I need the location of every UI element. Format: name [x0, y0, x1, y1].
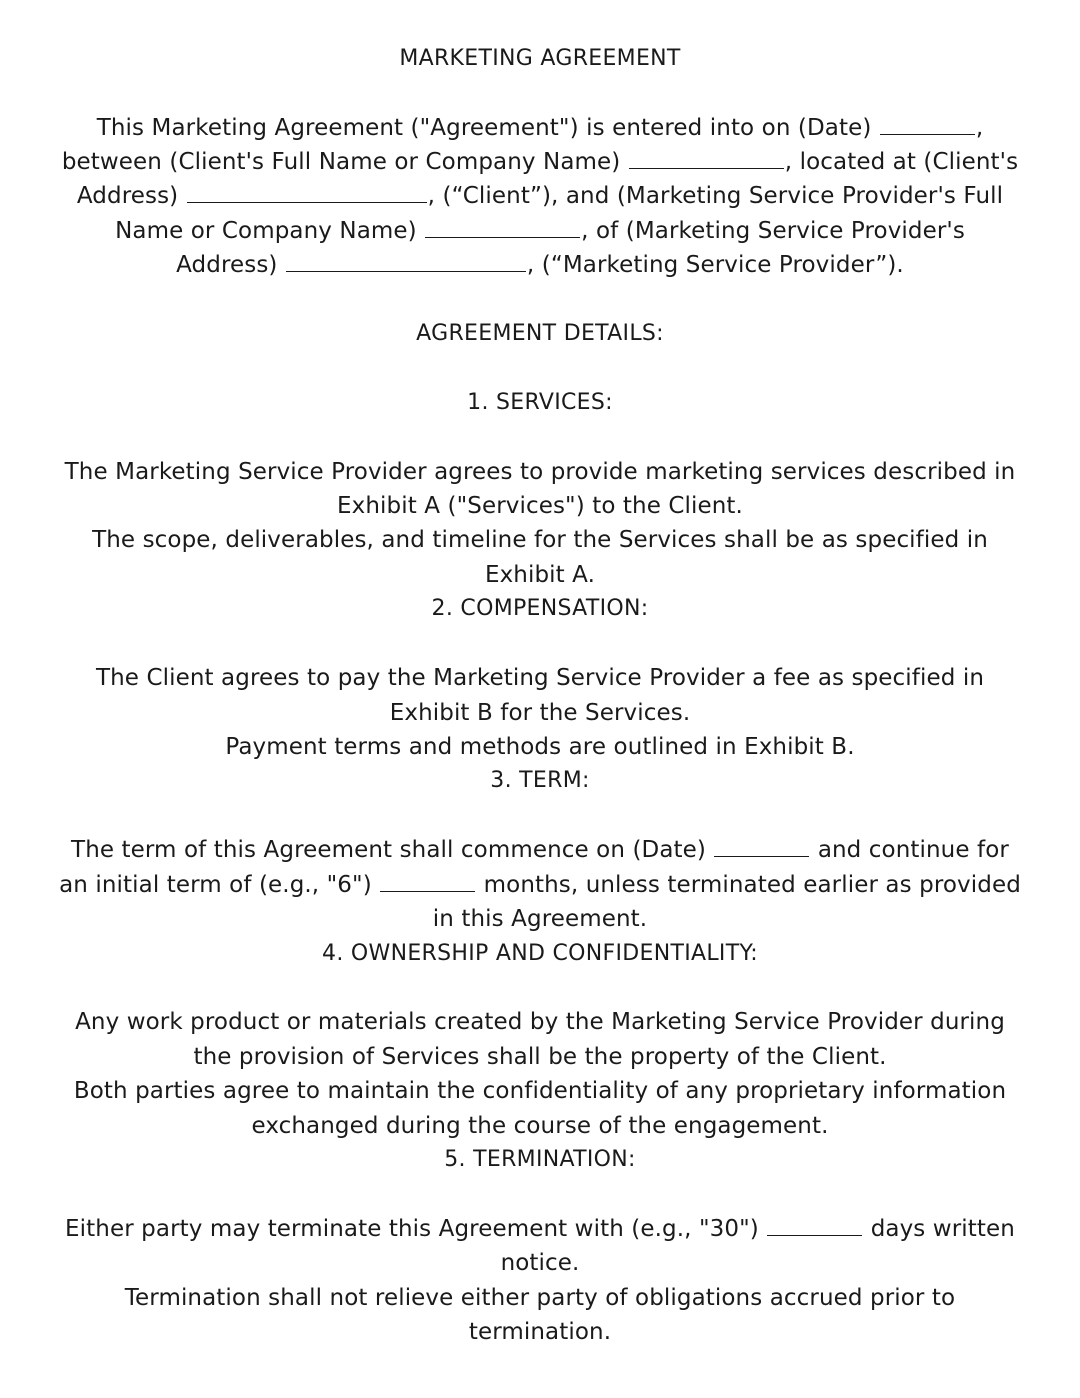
termination-text: Either party may terminate this Agreement with (e.g., "30") [65, 1216, 759, 1242]
intro-text: Name or Company Name) [115, 218, 417, 244]
term-line-2 [0, 868, 1080, 902]
intro-text: Address) [176, 252, 278, 278]
initial-term-blank[interactable] [380, 869, 475, 892]
term-text: and continue for [817, 837, 1009, 863]
term-line: in this Agreement. [432, 906, 648, 932]
termination-text: days written [870, 1216, 1015, 1242]
intro-text: , located at (Client's [784, 149, 1019, 175]
ownership-line: Any work product or materials created by the Marketing Service Provider during [75, 1009, 1005, 1035]
termination-line: Termination shall not relieve either party of obligations accrued prior to [124, 1285, 956, 1311]
term-heading: 3. TERM: [490, 768, 590, 793]
intro-line-3 [0, 179, 1080, 213]
termination-line: notice. [500, 1250, 580, 1276]
term-text: The term of this Agreement shall commence on (Date) [71, 837, 706, 863]
provider-name-blank[interactable] [425, 215, 580, 238]
intro-line-1 [0, 111, 1080, 145]
termination-heading: 5. TERMINATION: [444, 1147, 636, 1172]
notice-days-blank[interactable] [767, 1213, 862, 1236]
document-title: MARKETING AGREEMENT [399, 46, 681, 71]
compensation-line: Exhibit B for the Services. [389, 700, 691, 726]
termination-line-1 [0, 1212, 1080, 1246]
date-blank[interactable] [880, 112, 975, 135]
term-text: months, unless terminated earlier as provided [483, 872, 1021, 898]
services-line: Exhibit A. [484, 562, 596, 588]
termination-line: termination. [468, 1319, 612, 1345]
client-address-blank[interactable] [187, 180, 427, 203]
intro-text: , of (Marketing Service Provider's [581, 218, 965, 244]
ownership-line: exchanged during the course of the engagement. [251, 1113, 829, 1139]
intro-text: , [975, 115, 984, 141]
services-heading: 1. SERVICES: [467, 390, 613, 415]
services-line: Exhibit A ("Services") to the Client. [337, 493, 743, 519]
client-name-blank[interactable] [629, 146, 784, 169]
intro-line-2 [0, 145, 1080, 179]
term-text: an initial term of (e.g., "6") [59, 872, 372, 898]
term-line-1 [0, 833, 1080, 867]
compensation-heading: 2. COMPENSATION: [431, 596, 649, 621]
compensation-line: Payment terms and methods are outlined in Exhibit B. [225, 734, 855, 760]
intro-text: Address) [76, 183, 179, 209]
ownership-line: the provision of Services shall be the property of the Client. [193, 1044, 887, 1070]
intro-text: between (Client's Full Name or Company Name) [61, 149, 621, 175]
agreement-details-heading: AGREEMENT DETAILS: [416, 321, 664, 346]
intro-text: , (“Marketing Service Provider”). [526, 252, 904, 278]
provider-address-blank[interactable] [286, 249, 526, 272]
commence-date-blank[interactable] [714, 834, 809, 857]
services-line: The Marketing Service Provider agrees to provide marketing services described in [64, 459, 1016, 485]
ownership-heading: 4. OWNERSHIP AND CONFIDENTIALITY: [322, 941, 758, 966]
intro-text: This Marketing Agreement ("Agreement") is entered into on (Date) [96, 115, 872, 141]
compensation-line: The Client agrees to pay the Marketing Service Provider a fee as specified in [95, 665, 985, 691]
intro-line-5 [0, 248, 1080, 282]
services-line: The scope, deliverables, and timeline for the Services shall be as specified in [92, 527, 988, 553]
intro-text: , (“Client”), and (Marketing Service Provider's Full [427, 183, 1004, 209]
ownership-line: Both parties agree to maintain the confidentiality of any proprietary information [73, 1078, 1007, 1104]
intro-line-4 [0, 214, 1080, 248]
